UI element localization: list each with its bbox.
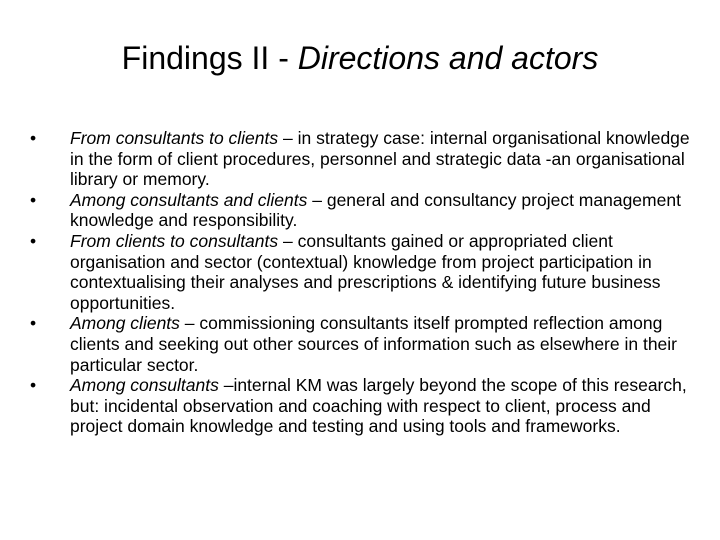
bullet-body: – commissioning consultants itself prompted reflection among clients and seeking out other sources of information such as elsewhere in their particular sector. xyxy=(70,313,677,375)
bullet-body: – in strategy case: internal organisational knowledge in the form of client procedures, personnel and strategic data -an organisational library or memory. xyxy=(70,128,690,190)
bullet-marker: • xyxy=(30,375,37,396)
bullet-text xyxy=(70,190,681,231)
bullet-item xyxy=(30,313,690,375)
bullet-marker: • xyxy=(30,128,37,148)
bullet-lead: From clients to consultants xyxy=(70,230,279,251)
bullet-marker: • xyxy=(30,313,37,334)
bullet-lead: Among consultants xyxy=(70,375,219,396)
bullet-body: – general and consultancy project management knowledge and responsibility. xyxy=(70,189,681,231)
bullet-lead: From consultants to clients xyxy=(70,128,279,148)
bullet-lead: Among clients xyxy=(70,313,180,334)
bullet-body: –internal KM was largely beyond the scope of this research, but: incidental observation and coaching with respect to client, process and project domain knowledge and testing and using tools and frameworks. xyxy=(70,375,687,437)
bullet-text xyxy=(70,128,690,189)
bullet-body: – consultants gained or appropriated client organisation and sector (contextual) knowledge from project participation in contextualising their analyses and prescriptions & identifying future business opportunities. xyxy=(70,230,661,313)
title-italic: Directions and actors xyxy=(297,40,599,76)
bullet-lead: Among consultants and clients xyxy=(70,189,308,210)
bullet-list xyxy=(30,128,690,437)
bullet-text xyxy=(70,231,660,313)
bullet-item xyxy=(30,375,690,437)
bullet-item xyxy=(30,128,690,190)
bullet-text xyxy=(70,375,687,436)
slide-title xyxy=(0,38,720,78)
bullet-marker: • xyxy=(30,230,37,251)
title-plain: Findings II - xyxy=(121,40,298,76)
bullet-marker: • xyxy=(30,189,37,210)
bullet-text xyxy=(70,313,677,374)
bullet-item xyxy=(30,190,690,231)
bullet-item xyxy=(30,231,690,313)
